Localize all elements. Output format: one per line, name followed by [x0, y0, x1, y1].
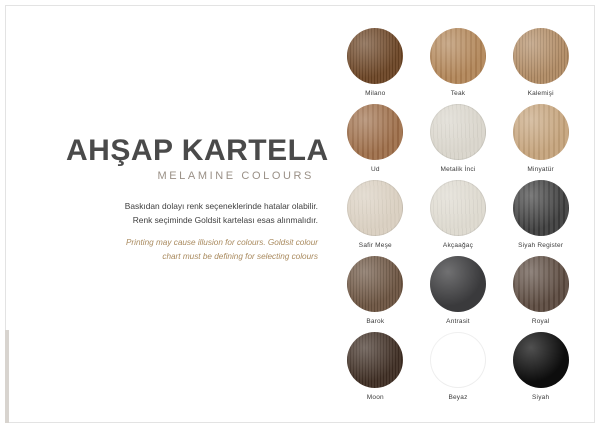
- swatch-item: [423, 256, 494, 330]
- swatch-label: Ud: [370, 166, 380, 173]
- swatch-item: [505, 256, 576, 330]
- swatch-label: Moon: [366, 394, 384, 401]
- swatch-label: Beyaz: [448, 394, 468, 401]
- swatch-item: [423, 332, 494, 406]
- swatch-disc: [513, 332, 569, 388]
- swatch-label: Milano: [365, 90, 386, 97]
- swatch-item: [423, 104, 494, 178]
- page-title: AHŞAP KARTELA: [66, 134, 329, 167]
- swatch-item: [505, 180, 576, 254]
- swatch-label: Kalemişi: [527, 90, 554, 97]
- swatch-disc: [430, 28, 486, 84]
- swatch-item: [505, 104, 576, 178]
- swatch-disc: [430, 104, 486, 160]
- swatch-disc: [347, 256, 403, 312]
- title-block: [66, 134, 329, 182]
- swatch-disc: [513, 28, 569, 84]
- swatch-disc: [513, 256, 569, 312]
- swatch-disc: [347, 104, 403, 160]
- swatch-label: Teak: [450, 90, 466, 97]
- swatch-item: [340, 104, 411, 178]
- disclaimer-english: Printing may cause illusion for colours. Goldsit colour chart must be defining for selecting colours: [125, 238, 318, 261]
- swatch-disc: [513, 104, 569, 160]
- swatch-label: Metalik İnci: [440, 166, 476, 173]
- page-subtitle: MELAMINE COLOURS: [157, 170, 314, 182]
- left-text-panel: [8, 100, 329, 360]
- swatch-disc: [347, 180, 403, 236]
- swatch-disc: [430, 180, 486, 236]
- disclaimer-turkish: Baskıdan dolayı renk seçeneklerinde hatalar olabilir. Renk seçiminde Goldsit kartelası esas alınmalıdır.: [124, 201, 318, 225]
- swatch-label: Siyah: [532, 394, 550, 401]
- swatch-item: [340, 180, 411, 254]
- swatch-grid: [340, 28, 576, 406]
- swatch-label: Royal: [531, 318, 550, 325]
- swatch-label: Minyatür: [527, 166, 554, 173]
- swatch-label: Akçaağaç: [442, 242, 474, 249]
- swatch-label: Barok: [366, 318, 385, 325]
- disclaimer-block: [118, 200, 318, 263]
- swatch-label: Safir Meşe: [358, 242, 392, 249]
- swatch-item: [423, 28, 494, 102]
- swatch-label: Siyah Register: [518, 242, 564, 249]
- swatch-disc: [513, 180, 569, 236]
- swatch-disc: [430, 332, 486, 388]
- swatch-item: [340, 28, 411, 102]
- swatch-item: [423, 180, 494, 254]
- swatch-item: [505, 332, 576, 406]
- swatch-item: [505, 28, 576, 102]
- swatch-label: Antrasit: [446, 318, 470, 325]
- swatch-item: [340, 256, 411, 330]
- swatch-disc: [347, 28, 403, 84]
- swatch-item: [340, 332, 411, 406]
- swatch-disc: [347, 332, 403, 388]
- swatch-disc: [430, 256, 486, 312]
